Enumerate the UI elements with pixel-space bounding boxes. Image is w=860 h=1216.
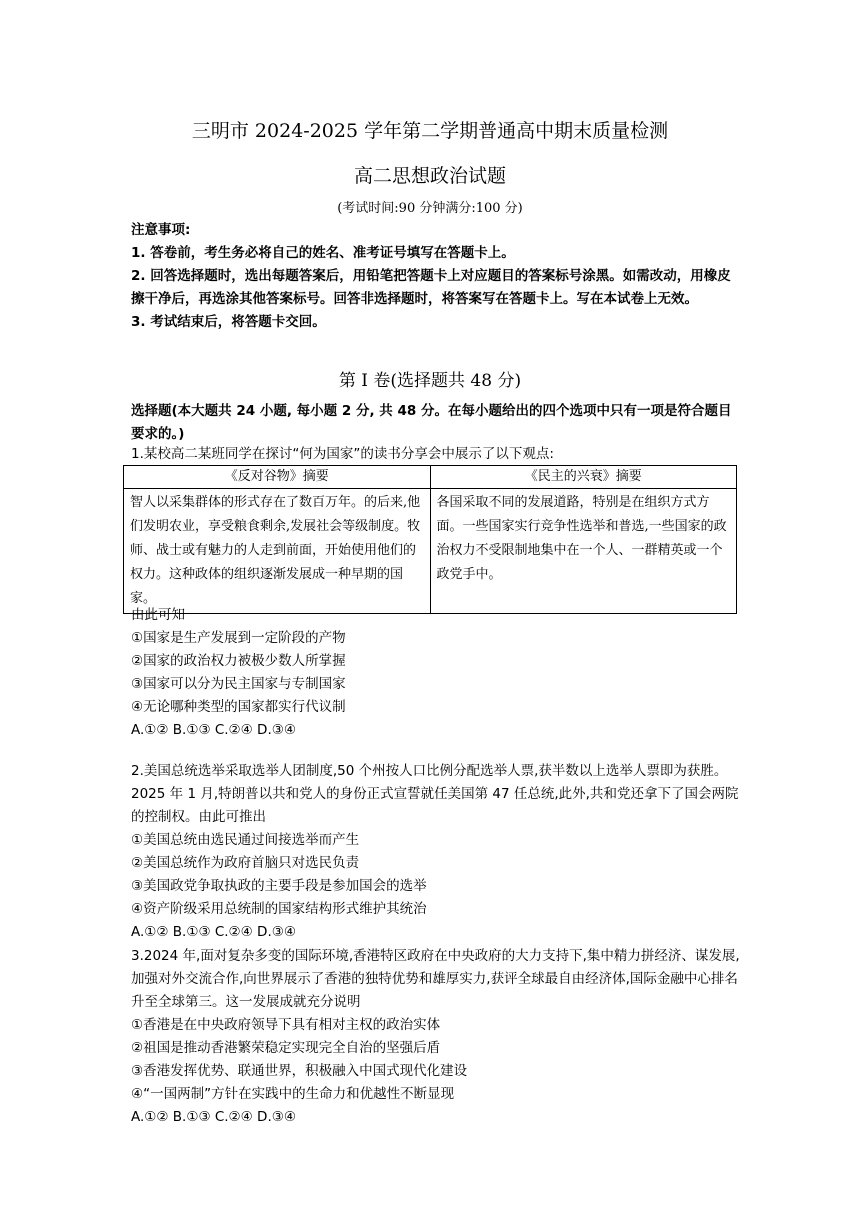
table-header-left: 《反对谷物》摘要 — [124, 466, 431, 489]
table-cell-right: 各国采取不同的发展道路，特别是在组织方式方面。一些国家实行竞争性选举和普选,一些国家的政治权力不受限制地集中在一个人、一群精英或一个政党手中。 — [430, 489, 737, 614]
q3-stem: 3.2024 年,面对复杂多变的国际环境,香港特区政府在中央政府的大力支持下,集中精力拼经济、谋发展,加强对外交流合作,向世界展示了香港的独特优势和雄厚实力,获评全球最自由经济体,国际金融中心排名升至全球第三。这一发展成就充分说明 — [131, 948, 740, 1010]
q1-choices: A.①② B.①③ C.②④ D.③④ — [131, 722, 296, 738]
instructions — [131, 400, 741, 446]
question-1-options — [131, 604, 741, 742]
q1-option-2: ②国家的政治权力被极少数人所掌握 — [131, 653, 346, 669]
q3-option-2: ②祖国是推动香港繁荣稳定实现完全自治的坚强后盾 — [131, 1040, 441, 1056]
question-2 — [131, 760, 741, 944]
exam-time-info: (考试时间:90 分钟满分:100 分) — [337, 201, 523, 216]
note-item-2: 2. 回答选择题时，选出每题答案后，用铅笔把答题卡上对应题目的答案标号涂黑。如需改动，用橡皮擦干净后，再选涂其他答案标号。回答非选择题时，将答案写在答题卡上。写在本试卷上无效。 — [131, 268, 731, 307]
q1-option-3: ③国家可以分为民主国家与专制国家 — [131, 676, 346, 692]
q3-option-1: ①香港是在中央政府领导下具有相对主权的政治实体 — [131, 1017, 441, 1033]
note-item-1: 1. 答卷前，考生务必将自己的姓名、准考证号填写在答题卡上。 — [131, 245, 515, 261]
table-header-right: 《民主的兴衰》摘要 — [430, 466, 737, 489]
q3-choices: A.①② B.①③ C.②④ D.③④ — [131, 1109, 296, 1125]
exam-title: 三明市 2024-2025 学年第二学期普通高中期末质量检测 — [191, 120, 669, 142]
q1-reading-table — [123, 465, 737, 614]
question-1-stem — [131, 443, 741, 466]
q1-lead: 由此可知 — [131, 607, 185, 623]
q1-option-1: ①国家是生产发展到一定阶段的产物 — [131, 630, 346, 646]
q2-option-4: ④资产阶级采用总统制的国家结构形式维护其统治 — [131, 901, 427, 917]
notes-heading: 注意事项: — [131, 222, 191, 238]
q2-option-3: ③美国政党争取执政的主要手段是参加国会的选举 — [131, 878, 427, 894]
notes-section — [131, 219, 741, 334]
exam-subtitle: 高二思想政治试题 — [353, 165, 506, 187]
q1-option-4: ④无论哪种类型的国家都实行代议制 — [131, 699, 346, 715]
instructions-text: 选择题(本大题共 24 小题, 每小题 2 分, 共 48 分。在每小题给出的四个选项中只有一项是符合题目要求的。) — [131, 403, 732, 442]
section-title: 第 Ⅰ 卷(选择题共 48 分) — [338, 371, 522, 391]
q3-option-3: ③香港发挥优势、联通世界，积极融入中国式现代化建设 — [131, 1063, 468, 1079]
q2-option-1: ①美国总统由选民通过间接选举而产生 — [131, 832, 360, 848]
question-3 — [131, 945, 741, 1129]
table-cell-left: 智人以采集群体的形式存在了数百万年。的后来,他们发明农业，享受粮食剩余,发展社会等级制度。牧师、战士或有魅力的人走到前面，开始使用他们的权力。这种政体的组织逐渐发展成一种早期的国家。 — [124, 489, 431, 614]
q2-option-2: ②美国总统作为政府首脑只对选民负责 — [131, 855, 360, 871]
q2-choices: A.①② B.①③ C.②④ D.③④ — [131, 924, 296, 940]
note-item-3: 3. 考试结束后，将答题卡交回。 — [131, 314, 326, 330]
q2-stem: 2.美国总统选举采取选举人团制度,50 个州按人口比例分配选举人票,获半数以上选举人票即为获胜。2025 年 1 月,特朗普以共和党人的身份正式宣誓就任美国第 47 任总统,此外,共和党还拿下了国会两院的控制权。由此可推出 — [131, 763, 739, 825]
q1-stem: 1.某校高二某班同学在探讨“何为国家”的读书分享会中展示了以下观点: — [131, 446, 554, 462]
q3-option-4: ④“一国两制”方针在实践中的生命力和优越性不断显现 — [131, 1086, 455, 1102]
